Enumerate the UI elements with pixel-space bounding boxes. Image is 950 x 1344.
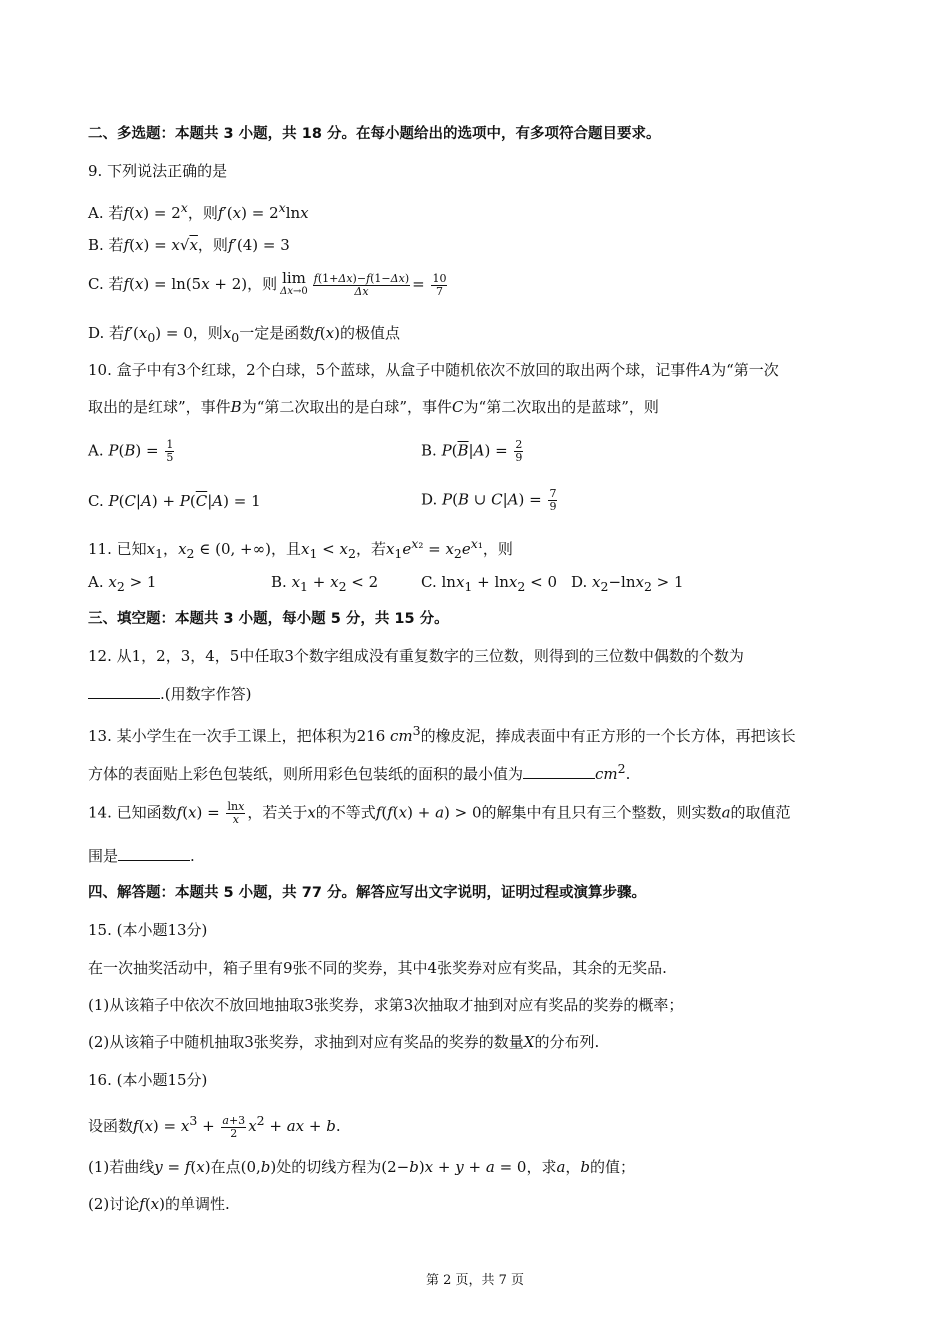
q15-heading: 15. (本小题13分) [88,921,208,939]
q10-stem-line1: 10. 盒子中有3个红球，2个白球，5个蓝球，从盒子中随机依次不放回的取出两个球，记事件A为“第一次 [88,361,779,379]
q11-option-a: A. $x_2 > 1$ [88,573,157,594]
section-4-heading: 四、解答题：本题共 5 小题，共 77 分。解答应写出文字说明，证明过程或演算步骤。 [88,885,646,901]
q11-option-d: D. $x_2-\ln x_2 > 1$ [571,573,684,594]
q10-option-d: D. P(B ∪ C|A) = $\frac{7}{9}$ [421,487,557,513]
q16-heading: 16. (本小题15分) [88,1071,208,1089]
q13-line1: 13. 某小学生在一次手工课上，把体积为216 $cm^3$的橡皮泥，捧成表面中有正方形的一个长方体，再把该长 [88,723,796,745]
q9-option-a: A. 若$f(x) = 2^x$，则$f'(x) = 2^x\ln x$ [88,200,309,222]
q9-option-c: C. 若f(x) = ln(5x + 2)，则 lim Δx→0 $\frac{f(1+\Delta x)-f(1-\Delta x)}{\Delta x}$ = $\frac{10}{7}$ [88,269,447,298]
q9-stem: 9. 下列说法正确的是 [88,162,228,180]
q11-option-c: C. lnx$_1$ + lnx$_2$ < 0 [421,573,557,594]
q15-part2: (2)从该箱子中随机抽取3张奖券，求抽到对应有奖品的奖券的数量X的分布列. [88,1033,600,1051]
q15-intro: 在一次抽奖活动中，箱子里有9张不同的奖券，其中4张奖券对应有奖品，其余的无奖品. [88,959,667,977]
q16-intro: 设函数$f(x) = x^3$ + $\frac{a+3}{2}$ $x^2$ + ax + b. [88,1113,341,1140]
q14-line2: 围是 . [88,847,195,865]
q12-line1: 12. 从1，2，3，4，5中任取3个数字组成没有重复数字的三位数，则得到的三位数中偶数的个数为 [88,647,744,665]
q16-part2: (2)讨论f(x)的单调性. [88,1195,230,1213]
q15-part1: (1)从该箱子中依次不放回地抽取3张奖券，求第3次抽取才抽到对应有奖品的奖券的概率； [88,996,684,1014]
section-2-heading: 二、多选题：本题共 3 小题，共 18 分。在每小题给出的选项中，有多项符合题目要求。 [88,126,661,142]
q12-line2: .(用数字作答) [88,683,251,705]
q16-part1: (1)若曲线y = f(x)在点(0,b)处的切线方程为(2−b)x + y + a = 0，求a，b的值； [88,1158,636,1176]
q9-option-d: D. 若$f'(x_0) = 0$，则$x_0$一定是函数f(x)的极值点 [88,324,400,345]
q14-line1: 14. 已知函数f(x) = $\frac{\ln x}{x}$ ，若关于x的不等式f(f(x) + a) > 0的解集中有且只有三个整数，则实数a的取值范 [88,800,791,826]
q10-stem-line2: 取出的是红球”，事件B为“第二次取出的是白球”，事件C为“第二次取出的是蓝球”，则 [88,398,659,416]
section-3-heading: 三、填空题：本题共 3 小题，每小题 5 分，共 15 分。 [88,611,449,627]
q14-answer-blank[interactable] [118,846,190,861]
q12-answer-blank[interactable] [88,684,160,699]
q13-line2: 方体的表面贴上彩色包装纸，则所用彩色包装纸的面积的最小值为 $cm^2$. [88,761,631,783]
q10-option-c: C. $P(C|A) + P(\overline{C}|A) = 1$ [88,492,261,510]
q9-option-b: B. 若f(x) = x√x，则f′(4) = 3 [88,236,290,254]
q10-option-b: B. $P(\overline{B}|A)$ = $\frac{2}{9}$ [421,438,523,464]
q10-option-a: A. P(B) = $\frac{1}{5}$ [88,438,174,464]
q11-option-b: B. $x_1 + x_2 < 2$ [271,573,379,594]
q13-answer-blank[interactable] [523,764,595,779]
q11-stem: 11. 已知$x_1$，$x_2$ ∈ (0, +∞)，且$x_1 < x_2$，若$x_1e^{x_2} = x_2e^{x_1}$，则 [88,536,513,561]
page-footer: 第 2 页，共 7 页 [425,1273,525,1288]
